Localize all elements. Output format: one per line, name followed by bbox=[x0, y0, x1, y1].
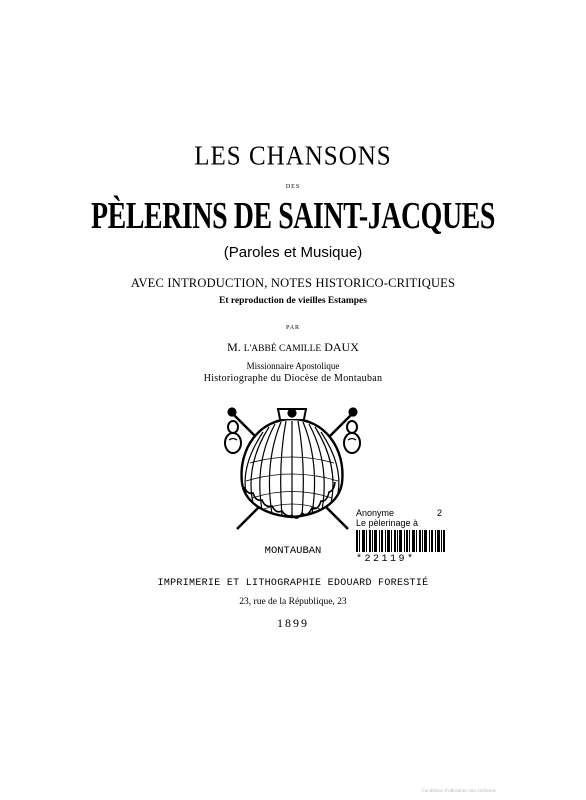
title-line-2: DES bbox=[285, 184, 301, 190]
label-title: Le pèlerinage à bbox=[356, 518, 419, 528]
par-label: PAR bbox=[285, 325, 301, 331]
publisher-city: MONTAUBAN bbox=[264, 545, 322, 557]
description-line-1: AVEC INTRODUCTION, NOTES HISTORICO-CRITIQUES bbox=[130, 276, 456, 290]
title-line-1: LES CHANSONS bbox=[194, 141, 392, 172]
label-author: Anonyme bbox=[356, 508, 395, 518]
label-number: 2 bbox=[437, 508, 443, 518]
scallop-shell-emblem bbox=[220, 403, 365, 535]
author-surname: DAUX bbox=[324, 340, 359, 354]
publication-year: 1899 bbox=[277, 616, 309, 630]
barcode-number: *22119* bbox=[356, 554, 416, 565]
library-label bbox=[352, 508, 452, 566]
author-line bbox=[0, 340, 586, 355]
description-line-2: Et reproduction de vieilles Estampes bbox=[219, 296, 367, 306]
main-title: PÈLERINS DE SAINT-JACQUES bbox=[91, 195, 495, 238]
author-prefix: M. bbox=[227, 340, 241, 354]
author-role-2: Historiographe du Diocèse de Montauban bbox=[203, 373, 383, 384]
author-role-1: Missionnaire Apostolique bbox=[246, 361, 340, 371]
publisher-printer: IMPRIMERIE ET LITHOGRAPHIE EDOUARD FORESTIÉ bbox=[157, 578, 429, 589]
publisher-address: 23, rue de la République, 23 bbox=[239, 597, 347, 607]
author-name: L'ABBÉ CAMILLE bbox=[243, 344, 322, 354]
subtitle: (Paroles et Musique) bbox=[223, 244, 363, 261]
footer-notice: Conditions d'utilisation des contenus bbox=[422, 788, 496, 793]
